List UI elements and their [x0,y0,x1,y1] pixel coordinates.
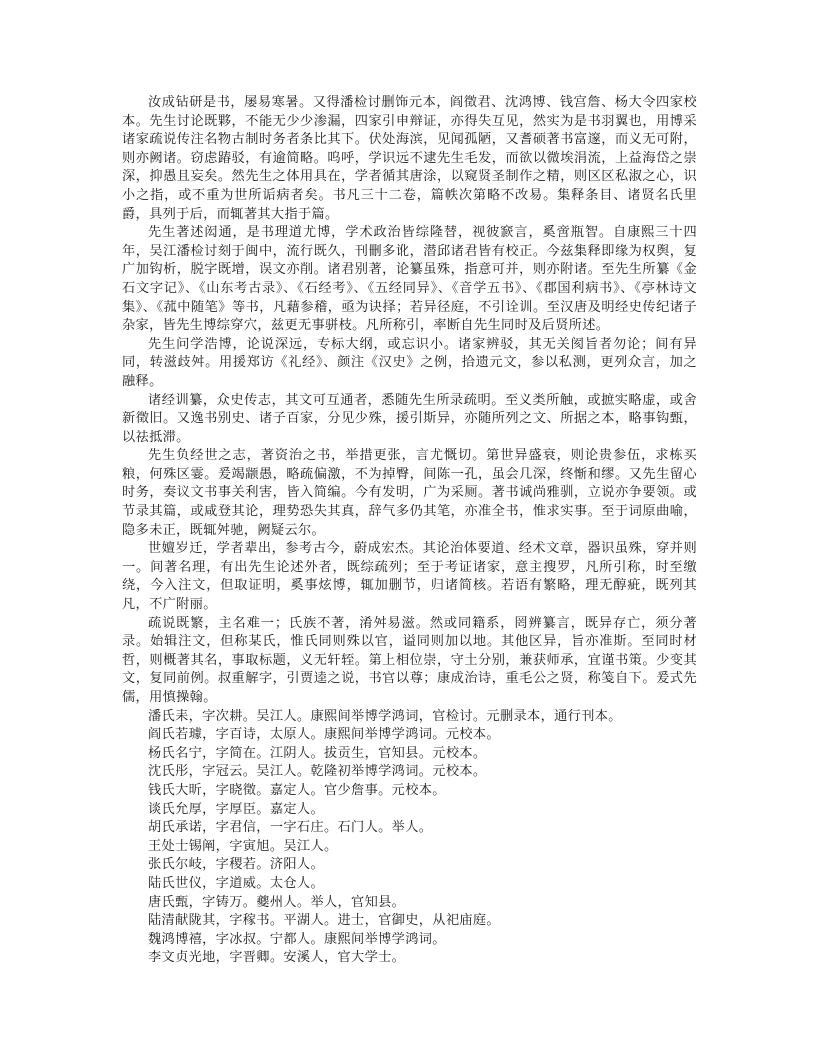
roster-entry: 张氏尔岐，字稷若。济阳人。 [148,857,324,873]
body-paragraph: 先生负经世之志，著资治之书，举措更张，言尤慨切。第世异盛衰，则论贵参伍，求栋买粮，何殊区霎。爰竭颛愚，略疏偏激，不为掉臀，间陈一孔，虽会几深，终惭和缪。又先生留心时务，奏议文书事关利害，皆入简编。今有发明，广为采厕。著书诚尚雅驯，立说亦争要领。或节录其篇，或咸登其论，理势恐失其真，辞气多仍其笔，亦准全书，惟求实事。至于词原曲喻，隐多未正，既辄舛驰，阙疑云尔。 [122,448,697,538]
roster-entry: 杨氏名宁，字简在。江阴人。拔贡生，官知县。元校本。 [148,745,487,761]
body-paragraph: 先生问学浩博，论说深远，专标大纲，或忘识小。诸家辨驳，其无关阂旨者勿论；间有异同，转滋歧舛。用援郑访《礼经》、颜注《汉史》之例，拾遗元文，参以私测，更列众言，加之融释。 [122,336,697,389]
roster-entry: 潘氏耒，字次耕。吴江人。康熙间举博学鸿词，官检讨。元删录本，通行刊本。 [148,708,622,724]
roster-entry: 魏鸿博禧，字冰叔。宁都人。康熙间举博学鸿词。 [148,931,446,947]
roster-entry: 胡氏承诺，字君信，一字石庄。石门人。举人。 [148,820,433,836]
roster-entry: 王处士锡阐，字寅旭。吴江人。 [148,838,338,854]
body-paragraph: 诸经训纂，众史传志，其文可互通者，悉随先生所录疏明。至义类所触，或摭实略虚，或舍新徵旧。又逸书别史、诸子百家，分见少殊，援引斯异，亦随所列之文、所据之本，略事钩甄，以祛抵滞。 [122,392,697,445]
body-paragraph: 汝成钻研是书，屡易寒暑。又得潘检讨删饰元本，阎徵君、沈鸿博、钱宫詹、杨大令四家校本。先生讨论既夥，不能无少少渗漏，四家引申辩证，亦得失互见，然实为是书羽翼也，用博采诸家疏说传注名物古制时务者条比其下。伏处海滨，见闻孤陋，又耆硕著书富邃，而义无可附，则亦阙诸。窃虑踳驳，有逾简略。呜呼，学识远不逮先生毛发，而欲以微埃涓流，上益海岱之崇深，抑愚且妄矣。然先生之体用具在，学者循其唐涂，以窥贤圣制作之精，则区区私淑之心，识小之指，或不重为世所诟病者矣。书凡三十二卷，篇帙次第略不改易。集释条目、诸贤名氏里爵，具列于后，而辄著其大指于篇。 [122,95,697,222]
roster-entry: 李文贞光地，字晋卿。安溪人，官大学士。 [148,950,406,966]
body-paragraph: 世嬗岁迁，学者辈出，参考古今，蔚成宏杰。其论治体要道、经术文章，器识虽殊，穿并则一。间著名理，有出先生论述外者，既综疏列；至于考证诸家，意主搜罗，凡所引称，时至缴绕，今入注文，但取证明，奚事炫博，辄加删节，归诸简核。若语有繁略，理无醇疵，既列其凡，不广附丽。 [122,541,697,613]
roster-entry: 陆氏世仪，字道威。太仓人。 [148,875,324,891]
roster-entry: 沈氏彤，字冠云。吴江人。乾隆初举博学鸿词。元校本。 [148,764,487,780]
roster-entry: 谈氏允厚，字厚臣。嘉定人。 [148,801,324,817]
roster-entry: 阎氏若璩，字百诗，太原人。康熙间举博学鸿词。元校本。 [148,727,500,743]
roster-entry: 钱氏大昕，字晓徵。嘉定人。官少詹事。元校本。 [148,782,446,798]
body-paragraph: 先生著述闳通，是书理道尤博，学术政治皆综隆替，视彼窾言，奚啻瓶智。自康熙三十四年，吴江潘检讨刻于闽中，流行既久，刊刪多讹，潜邱诸君皆有校正。今兹集释即缘为权舆，复广加钩析，脱字既增，误文亦削。诸君别著，论纂虽殊，指意可并，则亦附诸。至先生所纂《金石文字记》、《山东考古录》、《石经考》、《五经同异》、《音学五书》、《郡国利病书》、《亭林诗文集》、《菰中随笔》等书，凡藉参稽，亟为诀择；若异径庭，不引诠训。至汉唐及明经史传纪诸子杂家，皆先生博综穿穴，兹更无事骈枝。凡所称引，率断自先生同时及后贤所述。 [122,225,697,334]
body-paragraph: 疏说既繁，主名难一；氏族不著，淆舛易滋。然或同籍系，罔辨纂言，既异存亡，须分著录。始辑注文，但称某氏，惟氏同则殊以官，谥同则加以地。其他区异，旨亦准斯。至同时材哲，则概著其名，事取标题，义无轩轾。第上相位崇，守土分别，兼获师承，宜谨书策。少变其文，复同前例。叔重解字，引贾逵之说，书官以尊；康成治诗，重毛公之贤，称笺自下。爰式先儒，用慎操翰。 [122,615,697,705]
document-page [122,94,697,968]
roster-entry: 陆清献陇其，字稼书。平湖人。进士，官御史，从祀庙庭。 [148,913,500,929]
scholar-roster [122,708,697,968]
roster-entry: 唐氏甄，字铸万。夔州人。举人，官知县。 [148,894,406,910]
